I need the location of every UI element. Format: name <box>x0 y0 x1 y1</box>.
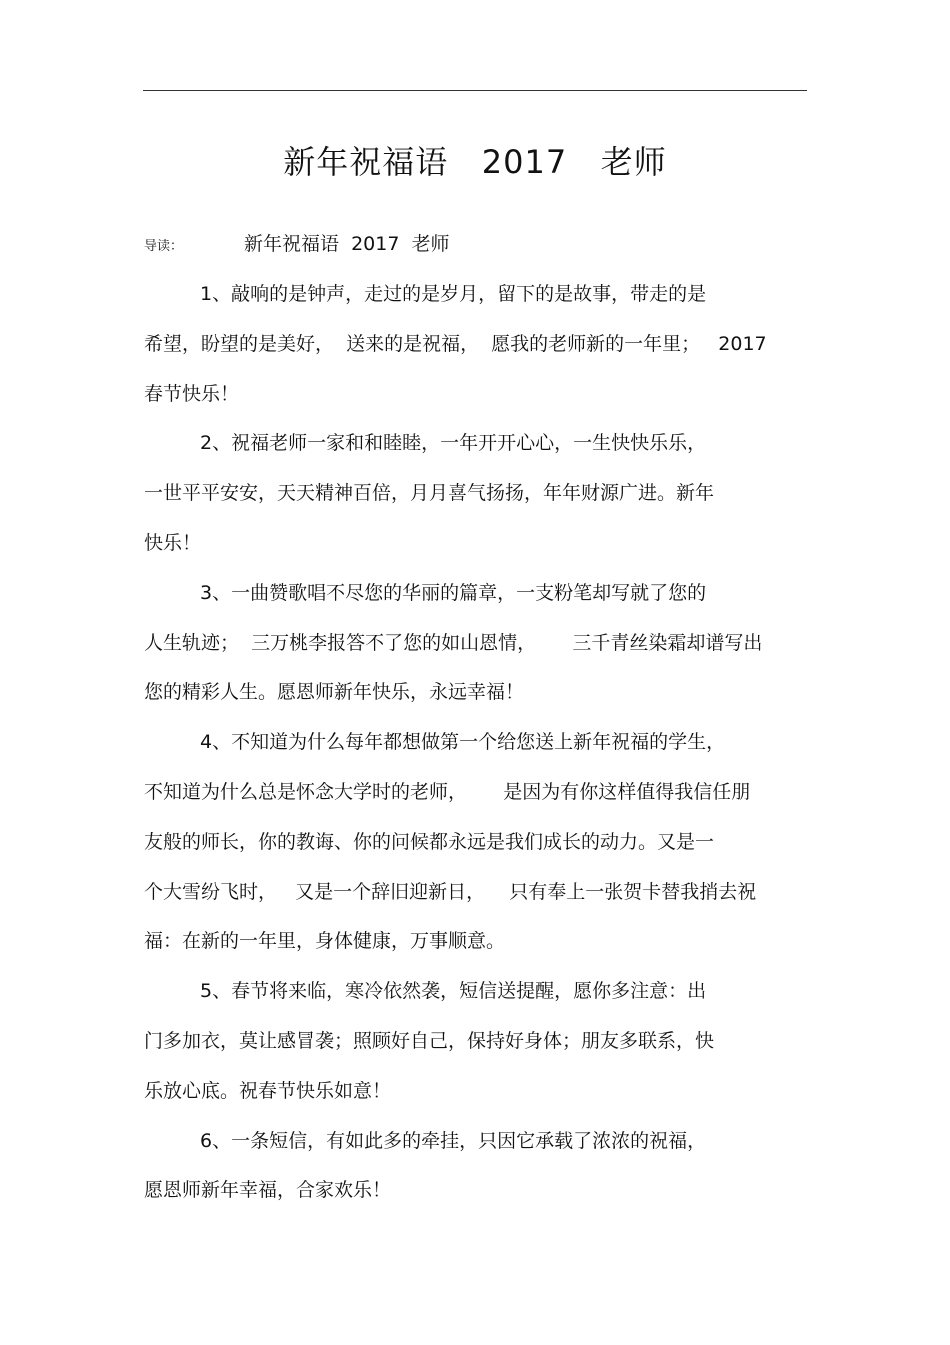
paragraph-line: 3、一曲赞歌唱不尽您的华丽的篇章，一支粉笔却写就了您的 <box>200 581 707 604</box>
paragraph-line: 4、不知道为什么每年都想做第一个给您送上新年祝福的学生， <box>200 731 726 754</box>
paragraph-line: 2、祝福老师一家和和睦睦，一年开开心心，一生快快乐乐， <box>200 432 707 455</box>
body-text <box>144 276 808 1222</box>
paragraph-line: 快乐！ <box>144 531 202 554</box>
paragraph-line: 乐放心底。祝春节快乐如意！ <box>144 1079 392 1102</box>
top-rule <box>143 90 807 91</box>
paragraph-line: 5、春节将来临，寒冷依然袭，短信送提醒，愿你多注意：出 <box>200 980 707 1003</box>
paragraph-line: 6、一条短信，有如此多的牵挂，只因它承载了浓浓的祝福， <box>200 1129 707 1152</box>
paragraph-line: 您的精彩人生。愿恩师新年快乐，永远幸福！ <box>144 681 525 704</box>
paragraph-line: 门多加衣，莫让感冒袭；照顾好自己，保持好身体；朋友多联系，快 <box>144 1029 715 1052</box>
paragraph-line: 福：在新的一年里，身体健康，万事顺意。 <box>144 930 506 953</box>
paragraph-line: 一世平平安安，天天精神百倍，月月喜气扬扬，年年财源广进。新年 <box>144 482 715 505</box>
paragraph-line: 人生轨迹； 三万桃李报答不了您的如山恩情， 三千青丝染霜却谱写出 <box>144 631 763 654</box>
paragraph-line: 希望，盼望的是美好， 送来的是祝福， 愿我的老师新的一年里； 2017 <box>144 332 767 355</box>
paragraph-line: 春节快乐！ <box>144 382 240 405</box>
lead-text: 新年祝福语 2017 老师 <box>244 233 450 255</box>
paragraph-line: 个大雪纷飞时， 又是一个辞旧迎新日， 只有奉上一张贺卡替我捎去祝 <box>144 880 757 903</box>
paragraph-line: 友般的师长，你的教诲、你的问候都永远是我们成长的动力。又是一 <box>144 830 715 853</box>
paragraph-line: 不知道为什么总是怀念大学时的老师， 是因为有你这样值得我信任朋 <box>144 780 751 803</box>
document-title: 新年祝福语 2017 老师 <box>283 143 667 181</box>
lead-row <box>144 229 450 259</box>
paragraph-line: 愿恩师新年幸福，合家欢乐！ <box>144 1179 392 1202</box>
lead-label: 导读： <box>144 239 184 254</box>
paragraph-line: 1、敲响的是钟声，走过的是岁月，留下的是故事，带走的是 <box>200 283 707 305</box>
